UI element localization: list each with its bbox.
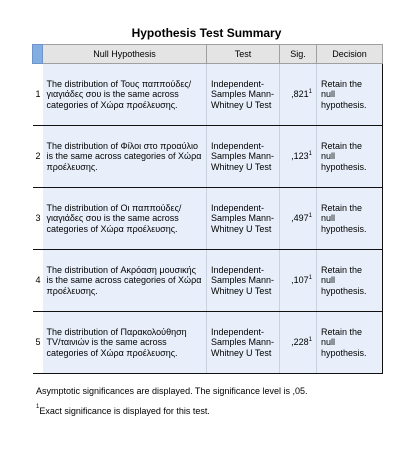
test-cell: Independent-Samples Mann-Whitney U Test [207, 250, 280, 312]
footnote-marker: 1 [308, 275, 312, 282]
header-decision: Decision [317, 45, 383, 64]
decision-cell: Retain the null hypothesis. [317, 64, 383, 126]
exact-footnote-text: Exact significance is displayed for this test. [39, 406, 210, 416]
footnote-marker: 1 [308, 151, 312, 158]
null-hypothesis-cell: The distribution of Παρακολούθηση TV/ταινιών is the same across categories of Χώρα προέλευσης. [43, 312, 207, 374]
footnote-marker: 1 [308, 213, 312, 220]
row-index: 1 [33, 64, 43, 126]
null-hypothesis-cell: The distribution of Τους παππούδες/γιαγιάδες σου is the same across categories of Χώρα προέλευσης. [43, 64, 207, 126]
table-row [33, 188, 383, 250]
test-cell: Independent-Samples Mann-Whitney U Test [207, 64, 280, 126]
test-cell: Independent-Samples Mann-Whitney U Test [207, 312, 280, 374]
table-row [33, 250, 383, 312]
sig-value: ,107 [291, 275, 309, 286]
sig-cell [280, 64, 317, 126]
test-cell: Independent-Samples Mann-Whitney U Test [207, 126, 280, 188]
hypothesis-test-table [32, 44, 383, 374]
sig-value: ,821 [291, 89, 309, 100]
header-index-cell [33, 45, 43, 64]
null-hypothesis-cell: The distribution of Φίλοι στο προαύλιο is the same across categories of Χώρα προέλευσης. [43, 126, 207, 188]
row-index: 2 [33, 126, 43, 188]
row-index: 4 [33, 250, 43, 312]
null-hypothesis-cell: The distribution of Οι παππούδες/γιαγιάδες σου is the same across categories of Χώρα προέλευσης. [43, 188, 207, 250]
exact-footnote [36, 406, 210, 416]
header-test: Test [207, 45, 280, 64]
header-null-hypothesis: Null Hypothesis [43, 45, 207, 64]
sig-value: ,228 [291, 337, 309, 348]
table-row [33, 64, 383, 126]
decision-cell: Retain the null hypothesis. [317, 312, 383, 374]
asymptotic-footnote: Asymptotic significances are displayed. The significance level is ,05. [36, 386, 308, 396]
table-title: Hypothesis Test Summary [131, 26, 282, 40]
sig-cell [280, 188, 317, 250]
header-sig: Sig. [280, 45, 317, 64]
footnote-marker: 1 [308, 337, 312, 344]
decision-cell: Retain the null hypothesis. [317, 126, 383, 188]
footnote-marker: 1 [308, 89, 312, 96]
sig-cell [280, 250, 317, 312]
sig-value: ,497 [291, 213, 309, 224]
test-cell: Independent-Samples Mann-Whitney U Test [207, 188, 280, 250]
decision-cell: Retain the null hypothesis. [317, 188, 383, 250]
exact-footnote-marker: 1 [36, 404, 40, 410]
header-row [33, 45, 383, 64]
table-row [33, 126, 383, 188]
sig-value: ,123 [291, 151, 309, 162]
row-index: 5 [33, 312, 43, 374]
decision-cell: Retain the null hypothesis. [317, 250, 383, 312]
table-row [33, 312, 383, 374]
sig-cell [280, 126, 317, 188]
null-hypothesis-cell: The distribution of Ακρόαση μουσικής is the same across categories of Χώρα προέλευσης. [43, 250, 207, 312]
sig-cell [280, 312, 317, 374]
row-index: 3 [33, 188, 43, 250]
